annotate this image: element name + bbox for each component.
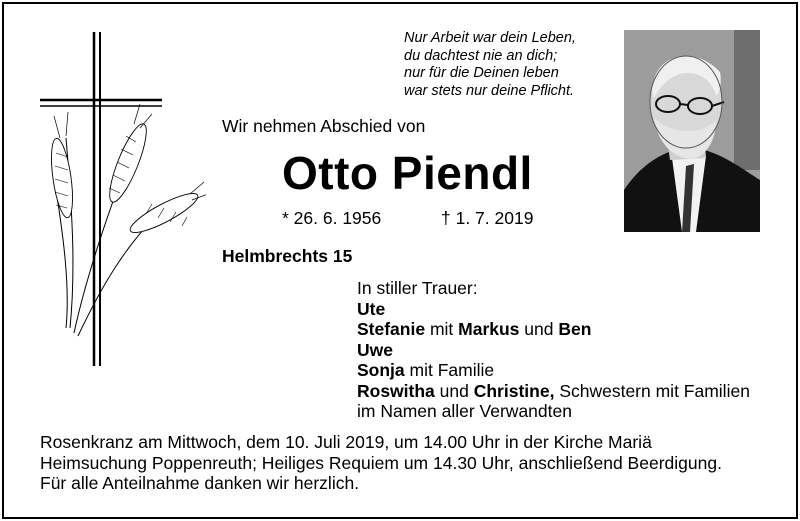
mourner-name: Ute bbox=[357, 298, 386, 319]
mourner-line: im Namen aller Verwandten bbox=[357, 401, 572, 421]
service-info bbox=[40, 432, 722, 494]
service-line: Rosenkranz am Mittwoch, dem 10. Juli 2019, um 14.00 Uhr in der Kirche Mariä bbox=[40, 432, 652, 452]
mourner-line bbox=[357, 319, 750, 340]
mourner-name: Roswitha bbox=[357, 380, 435, 401]
intro-text: Wir nehmen Abschied von bbox=[222, 116, 426, 136]
mourner-name: Uwe bbox=[357, 339, 393, 360]
mourners-heading: In stiller Trauer: bbox=[357, 278, 478, 298]
connector-text: Schwestern mit Familien bbox=[554, 380, 750, 401]
connector-text: und bbox=[434, 380, 474, 401]
poem bbox=[404, 30, 576, 100]
mourner-name: Ben bbox=[558, 319, 592, 339]
poem-line: Nur Arbeit war dein Leben, bbox=[404, 30, 576, 46]
poem-line: du dachtest nie an dich; bbox=[404, 47, 558, 64]
portrait-photo bbox=[624, 30, 760, 232]
mourner-name: Sonja bbox=[357, 360, 405, 380]
poem-line: war stets nur deine Pflicht. bbox=[404, 82, 575, 99]
birth-date: * 26. 6. 1956 bbox=[282, 208, 382, 228]
cross-with-wheat-icon bbox=[36, 28, 206, 368]
death-date: † 1. 7. 2019 bbox=[441, 208, 534, 228]
mourner-line bbox=[357, 381, 750, 402]
service-line: Für alle Anteilnahme danken wir herzlich. bbox=[40, 473, 360, 493]
mourner-line bbox=[357, 360, 750, 381]
mourner-line bbox=[357, 340, 750, 361]
mourners-list bbox=[357, 278, 750, 422]
connector-text: mit bbox=[425, 319, 459, 339]
mourner-name: Christine, bbox=[473, 380, 555, 401]
address: Helmbrechts 15 bbox=[222, 246, 353, 266]
service-line: Heimsuchung Poppenreuth; Heiliges Requiem um 14.30 Uhr, anschließend Beerdigung. bbox=[40, 452, 722, 473]
connector-text: und bbox=[519, 319, 559, 339]
deceased-name: Otto Piendl bbox=[282, 147, 533, 199]
mourner-line bbox=[357, 299, 750, 320]
poem-line: nur für die Deinen leben bbox=[404, 65, 559, 81]
mourner-name: Markus bbox=[458, 319, 520, 339]
mourner-name: Stefanie bbox=[357, 319, 426, 339]
connector-text: mit Familie bbox=[404, 360, 495, 380]
